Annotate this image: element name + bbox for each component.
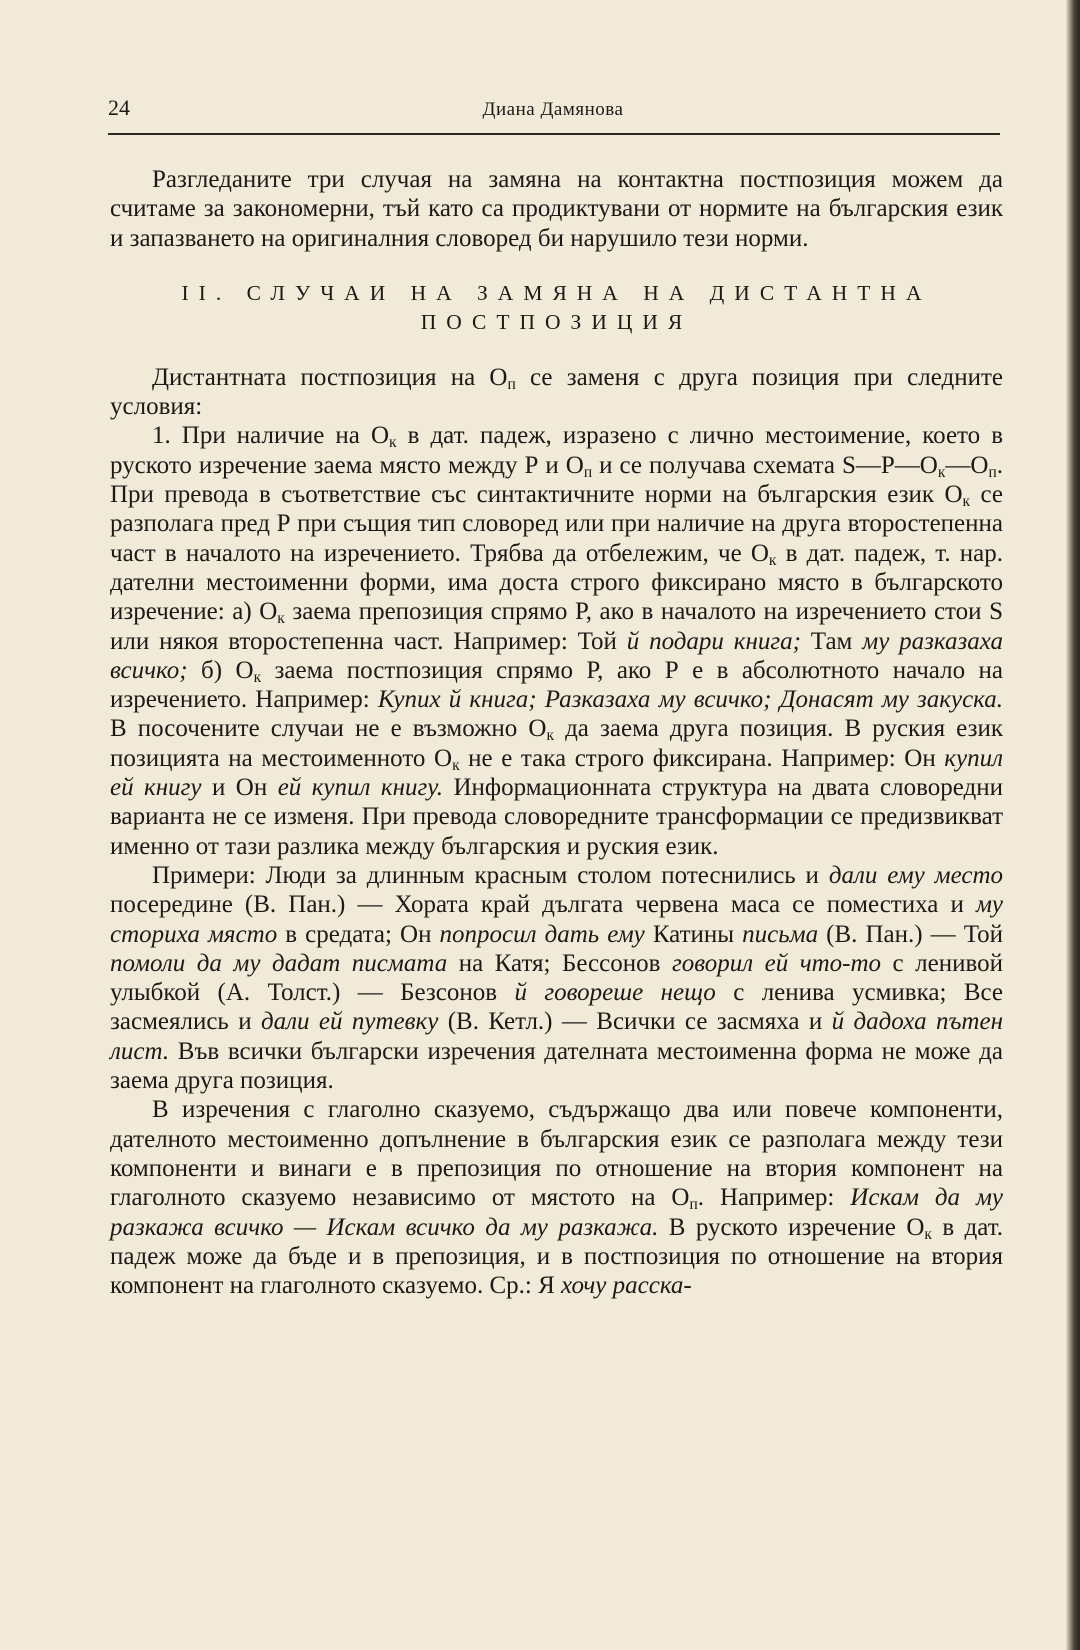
page-number: 24 [108,95,130,120]
header-rule [108,133,1000,135]
paragraph-5: В изречения с глаголно сказуемо, съдържащо два или повече компоненти, дателното местоименно допълнение в българския език се разполага между тези компоненти и винаги е в препозиция по отношение на втория компонент на глаголното сказуемо независимо от мястото на $О_п$. Например: Искам да му разкажа всичко — Искам всичко да му разкажа. В руското изречение $О_к$ в дат. падеж може да бъде и в препозиция, и в постпозиция по отношение на втория компонент на глаголното сказуемо. Ср.: Я хочу расска- [110,1096,1003,1300]
page-header [108,95,998,135]
section-heading-line-1: II. СЛУЧАИ НА ЗАМЯНА НА ДИСТАНТНА [181,280,932,305]
paragraph-1: Разгледаните три случая на замяна на контактна постпозиция можем да считаме за закономерни, тъй като са продиктувани от нормите на българския език и запазването на оригиналния словоред би нарушило тези норми. [110,166,1003,252]
section-heading-line-2: ПОСТПОЗИЦИЯ [420,309,693,334]
body-text [110,165,1003,1300]
page-edge-shadow [1066,0,1080,1650]
running-head-author: Диана Дамянова [482,99,624,120]
paragraph-4: Примери: Люди за длинным красным столом потеснились и дали ему место посередине (В. Пан.) — Хората край дългата червена маса се поместиха и му сториха място в средата; Он попросил дать ему Катины письма (В. Пан.) — Той помоли да му дадат писмата на Катя; Бессонов говорил ей что-то с ленивой улыбкой (А. Толст.) — Безсонов й говореше нещо с ленива усмивка; Все засмеялись и дали ей путевку (В. Кетл.) — Всички се засмяха и й дадоха пътен лист. Във всички български изречения дателната местоименна форма не може да заема друга позиция. [110,861,1003,1095]
section-heading [110,279,1003,337]
paragraph-2: Дистантната постпозиция на $О_п$ се заменя с друга позиция при следните условия: [110,363,1003,421]
paragraph-3: 1. При наличие на $О_к$ в дат. падеж, изразено с лично местоимение, което в руското изречение заема място между Р и $О_п$ и се получава схемата $S—Р—О_к—О_п$. При превода в съответствие със синтактичните норми на българския език $О_к$ се разполага пред Р при същия тип словоред или при наличие на друга второстепенна част в началото на изречението. Трябва да отбележим, че $О_к$ в дат. падеж, т. нар. дателни местоименни форми, има доста строго фиксирано място в българското изречение: а) $О_к$ заема препозиция спрямо Р, ако в началото на изречението стои S или някоя второстепенна част. Например: Той й подари книга; Там му разказаха всичко; б) $О_к$ заема постпозиция спрямо Р, ако Р е в абсолютното начало на изречението. Например: Купих й книга; Разказаха му всичко; Донасят му закуска. В посочените случаи не е възможно $О_к$ да заема друга позиция. В руския език позицията на местоименното $О_к$ не е така строго фиксирана. Например: Он купил ей книгу и Он ей купил книгу. Информационната структура на двата словоредни варианта не се изменя. При превода словоредните трансформации се предизвикват именно от тази разлика между българския и руския език. [110,422,1004,860]
